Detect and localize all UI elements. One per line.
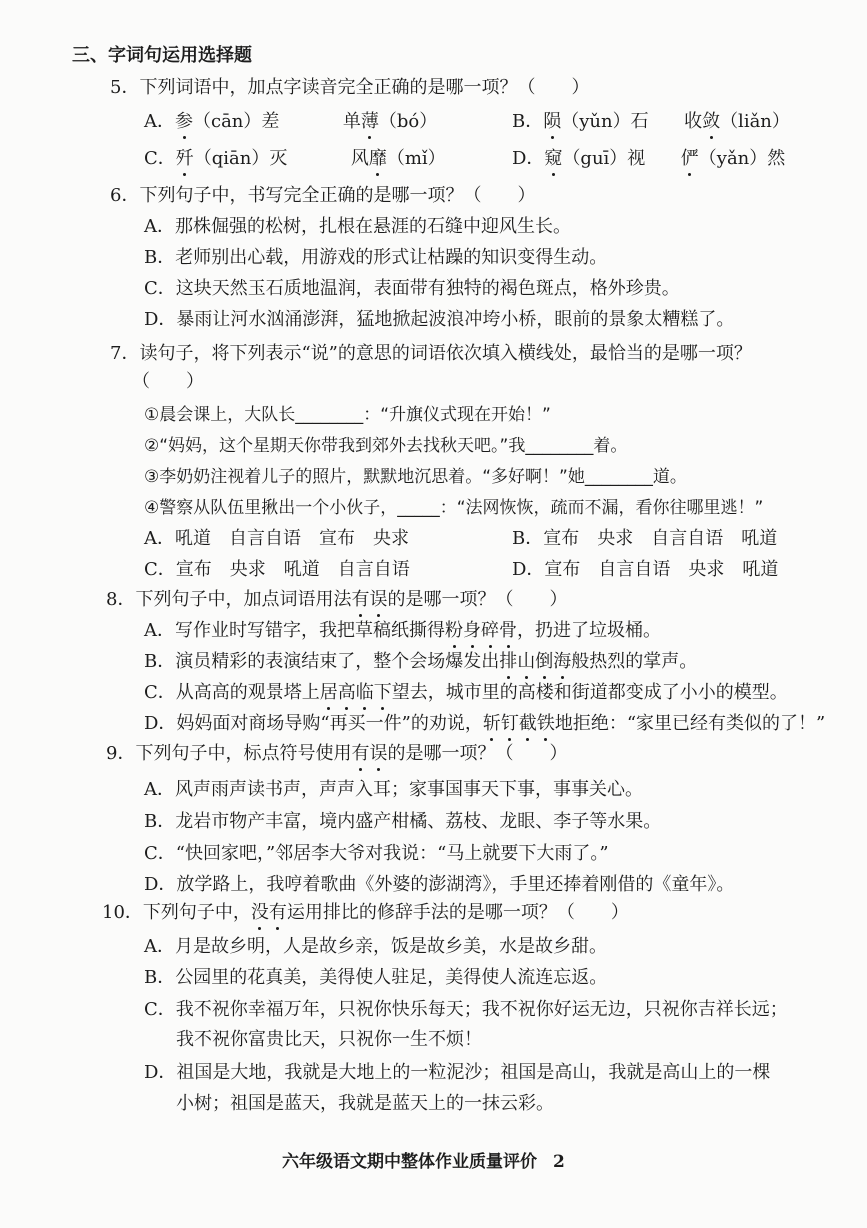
q9-option-b[interactable]: B．龙岩市物产丰富，境内盛产柑橘、荔枝、龙眼、李子等水果。 — [144, 811, 662, 832]
q7-option-c[interactable]: C．宣布 央求 吼道 自言自语 — [144, 559, 410, 580]
question-7-answer-paren: （ ） — [132, 371, 204, 392]
q9-option-c[interactable]: C．“快回家吧，”邻居李大爷对我说：“马上就要下大雨了。” — [144, 843, 609, 864]
question-7-stem: 7．读句子，将下列表示“说”的意思的词语依次填入横线处，最恰当的是哪一项？ — [110, 343, 752, 364]
q8-option-c[interactable]: C．从高高的观景塔上居高临下望去，城市里的高楼和街道都变成了小小的模型。 — [144, 682, 788, 703]
q9-option-a[interactable]: A．风声雨声读书声，声声入耳；家事国事天下事，事事关心。 — [144, 779, 643, 800]
question-8-stem: 8．下列句子中，加点词语用法有误的是哪一项？（ ） — [106, 589, 568, 610]
q6-option-c[interactable]: C．这块天然玉石质地温润，表面带有独特的褐色斑点，格外珍贵。 — [144, 278, 680, 299]
q6-option-a[interactable]: A．那株倔强的松树，扎根在悬涯的石缝中迎风生长。 — [144, 216, 571, 237]
q7-option-b[interactable]: B．宣布 央求 自言自语 吼道 — [512, 528, 778, 549]
section-title: 三、字词句运用选择题 — [72, 45, 252, 66]
q8-option-d[interactable]: D．妈妈面对商场导购“再买一件”的劝说，斩钉截铁地拒绝：“家里已经有类似的了！” — [144, 713, 826, 734]
q7-sentence-1: ①晨会课上，大队长________：“升旗仪式现在开始！” — [144, 405, 551, 425]
q6-option-b[interactable]: B．老师别出心载，用游戏的形式让枯躁的知识变得生动。 — [144, 247, 608, 268]
q7-sentence-4: ④警察从队伍里揪出一个小伙子，_____：“法网恢恢，疏而不漏，看你往哪里逃！” — [144, 498, 764, 518]
q6-option-d[interactable]: D．暴雨让河水汹涌澎湃，猛地掀起波浪冲垮小桥，眼前的景象太糟糕了。 — [144, 309, 735, 330]
question-5-stem: 5．下列词语中，加点字读音完全正确的是哪一项？（ ） — [110, 77, 590, 98]
q5-option-d[interactable]: D．窥（guī）视 俨（yǎn）然 — [512, 148, 786, 169]
question-9-stem: 9．下列句子中，标点符号使用有误的是哪一项？（ ） — [106, 743, 568, 764]
q10-option-b[interactable]: B．公园里的花真美，美得使人驻足，美得使人流连忘返。 — [144, 967, 608, 988]
q10-option-c-continued: 我不祝你富贵比天，只祝你一生不烦！ — [176, 1029, 482, 1050]
question-6-stem: 6．下列句子中，书写完全正确的是哪一项？（ ） — [110, 185, 536, 206]
page-footer — [282, 1150, 565, 1174]
q8-option-b[interactable]: B．演员精彩的表演结束了，整个会场爆发出排山倒海般热烈的掌声。 — [144, 651, 698, 672]
q7-option-a[interactable]: A．吼道 自言自语 宣布 央求 — [144, 528, 409, 549]
q10-option-c[interactable]: C．我不祝你幸福万年，只祝你快乐每天；我不祝你好运无边，只祝你吉祥长远； — [144, 999, 788, 1020]
q10-option-a[interactable]: A．月是故乡明，人是故乡亲，饭是故乡美，水是故乡甜。 — [144, 936, 607, 957]
q9-option-d[interactable]: D．放学路上，我哼着歌曲《外婆的澎湖湾》，手里还捧着刚借的《童年》。 — [144, 874, 735, 895]
q5-option-a[interactable]: A．参（cān）差 单薄（bó） — [144, 111, 438, 132]
footer-title: 六年级语文期中整体作业质量评价 — [282, 1152, 537, 1172]
q5-option-b[interactable]: B．陨（yǔn）石 收敛（liǎn） — [512, 111, 790, 132]
page-number: 2 — [553, 1152, 565, 1172]
q7-option-d[interactable]: D．宣布 自言自语 央求 吼道 — [512, 559, 779, 580]
q8-option-a[interactable]: A．写作业时写错字，我把草稿纸撕得粉身碎骨，扔进了垃圾桶。 — [144, 620, 661, 641]
q7-sentence-3: ③李奶奶注视着儿子的照片，默默地沉思着。“多好啊！”她________道。 — [144, 467, 687, 487]
q7-sentence-2: ②“妈妈，这个星期天你带我到郊外去找秋天吧。”我________着。 — [144, 436, 628, 456]
q10-option-d-continued: 小树；祖国是蓝天，我就是蓝天上的一抹云彩。 — [176, 1093, 554, 1114]
q5-option-c[interactable]: C．歼（qiān）灭 风靡（mǐ） — [144, 148, 446, 169]
q10-option-d[interactable]: D．祖国是大地，我就是大地上的一粒泥沙；祖国是高山，我就是高山上的一棵 — [144, 1062, 771, 1083]
question-10-stem: 10．下列句子中，没有运用排比的修辞手法的是哪一项？（ ） — [102, 902, 629, 923]
